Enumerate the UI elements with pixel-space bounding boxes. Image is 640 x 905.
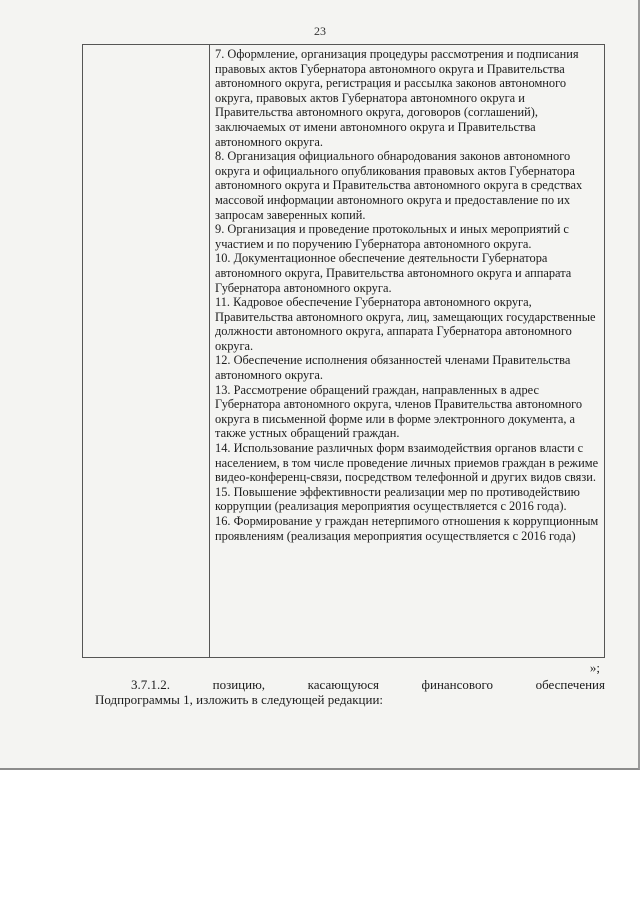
column-divider [209, 45, 210, 657]
closing-quote: »; [589, 660, 600, 675]
program-table [82, 44, 605, 658]
list-item: 11. Кадровое обеспечение Губернатора автономного округа, Правительства автономного округа, лиц, замещающих государственные должности автономного округа, аппарата Губернатора автономного округа. [215, 295, 596, 353]
list-item: 7. Оформление, организация процедуры рассмотрения и подписания правовых актов Губернатора автономного округа и Правительства автономного округа, регистрация и рассылка законов автономного округа, правовых актов Губернатора автономного округа и Правительства автономного округа, договоров (соглашений), заключаемых от имени автономного округа и Правительства автономного округа. [215, 47, 579, 149]
list-item: 13. Рассмотрение обращений граждан, направленных в адрес Губернатора автономного округа, членов Правительства автономного округа в письменной форме или в форме электронного документа, а также устных обращений граждан. [215, 382, 583, 441]
activities-cell [215, 47, 600, 543]
list-item: 12. Обеспечение исполнения обязанностей членами Правительства автономного округа. [215, 353, 571, 383]
instruction-text-line-2: Подпрограммы 1, изложить в следующей редакции: [95, 692, 384, 707]
list-item: 8. Организация официального обнародования законов автономного округа и официального опубликования правовых актов Губернатора автономного округа и Правительства автономного округа в средствах массовой информации автономного округа и предоставление по их запросам заверенных копий. [215, 149, 583, 222]
list-item: 14. Использование различных форм взаимодействия органов власти с населением, в том числе проведение личных приемов граждан в режиме видео-конференц-связи, посредством телефонной и других видов связи. [215, 441, 599, 485]
instruction-text-line-1: 3.7.1.2. позицию, касающуюся финансового обеспечения [131, 677, 605, 692]
list-item: 9. Организация и проведение протокольных и иных мероприятий с участием и по поручению Губернатора автономного округа. [215, 222, 569, 251]
list-item: 16. Формирование у граждан нетерпимого отношения к коррупционным проявлениям (реализация мероприятия осуществляется с 2016 года) [215, 514, 599, 543]
list-item: 10. Документационное обеспечение деятельности Губернатора автономного округа, Правительства автономного округа и аппарата Губернатора автономного округа. [215, 251, 572, 295]
list-item: 15. Повышение эффективности реализации мер по противодействию коррупции (реализация мероприятия осуществляется с 2016 года). [215, 484, 580, 514]
page-number: 23 [314, 24, 326, 38]
